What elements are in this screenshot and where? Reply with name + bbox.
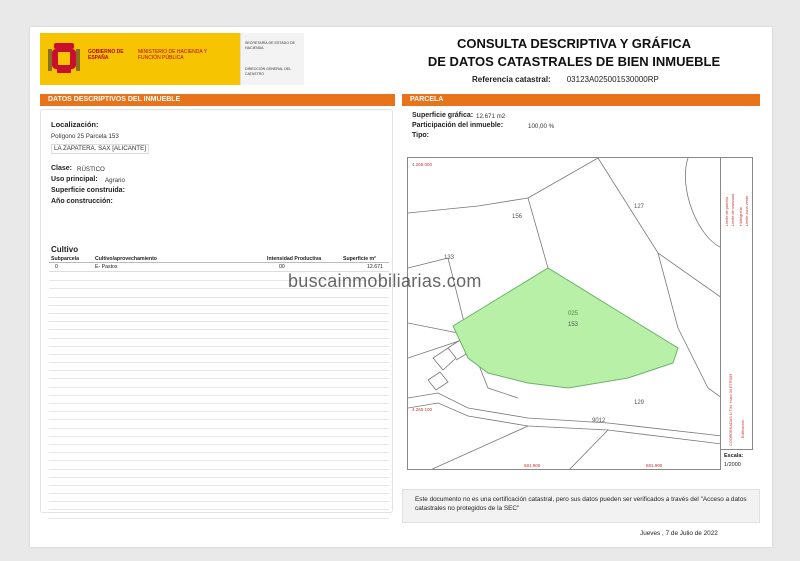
descriptive-data-panel [40, 109, 393, 513]
notice-text: Este documento no es una certificación catastral, pero sus datos pueden ser verificados a través del "Acceso a datos catastrales no protegidos de la SEC" [415, 496, 747, 512]
reference-value: 03123A025001530000RP [566, 75, 659, 84]
empty-table-rows [49, 273, 389, 519]
parcel-label-127: 127 [634, 204, 645, 210]
tipo-label: Tipo: [412, 132, 429, 139]
section-header-parcel: PARCELA [402, 94, 760, 106]
legend-text-5: COORDENADAS U.T.M. Huso 30 ETRS89 [729, 373, 733, 446]
document-title-line1: CONSULTA DESCRIPTIVA Y GRÁFICA [456, 36, 691, 51]
cultivo-header-cultivo: Cultivo/aprovechamiento [95, 256, 157, 262]
reference-label: Referencia catastral: [472, 75, 551, 84]
section-header-descriptive: DATOS DESCRIPTIVOS DEL INMUEBLE [40, 94, 395, 106]
parcel-label-025: 025 [568, 311, 579, 317]
ministry-label: MINISTERIO DE HACIENDA Y FUNCIÓN PÚBLICA [138, 49, 207, 61]
secretaria-label: SECRETARÍA DE ESTADO DE HACIENDA [245, 41, 295, 50]
reference-line [472, 75, 659, 84]
cultivo-title: Cultivo [51, 245, 79, 254]
sup-grafica-value: 12.671 m2 [476, 113, 506, 120]
parcel-label-129: 129 [634, 400, 645, 406]
scale-box [721, 449, 753, 470]
cadastral-map-drawing [408, 158, 721, 470]
document-date: Jueves , 7 de Julio de 2022 [640, 530, 718, 537]
cultivo-table-header [49, 256, 389, 263]
parcel-label-133: 133 [444, 255, 455, 261]
cultivo-cell-cultivo: E- Pastos [95, 264, 118, 270]
clase-label: Clase: [51, 165, 73, 172]
cultivo-cell-intensidad: 00 [279, 264, 285, 270]
government-logo [40, 33, 240, 85]
cadastral-map[interactable] [407, 157, 721, 470]
coord-top: 4.265.000 [412, 162, 433, 167]
government-logo-block [40, 33, 294, 85]
legend-text-4: Límite zona verde [745, 195, 749, 226]
highlighted-parcel [453, 268, 678, 388]
document-title-line2: DE DATOS CATASTRALES DE BIEN INMUEBLE [427, 54, 721, 69]
watermark-text: buscainmobiliarias.com [288, 271, 482, 291]
parcel-label-156: 156 [512, 214, 523, 220]
agency-logo [240, 33, 304, 85]
scale-label: Escala: [724, 453, 744, 459]
scale-value: 1/2000 [724, 462, 741, 468]
localizacion-label: Localización: [51, 120, 99, 129]
parcel-label-153: 153 [568, 322, 579, 328]
coord-bottom-2: 681.900 [646, 463, 663, 468]
road-label-9012: 9012 [592, 418, 606, 424]
cultivo-cell-subparcela: 0 [55, 264, 58, 270]
cultivo-header-subparcela: Subparcela [51, 256, 79, 262]
gov-label: GOBIERNO DE ESPAÑA [88, 49, 124, 61]
notice-box [402, 489, 760, 523]
spain-crest-icon [48, 41, 80, 75]
legend-text-3: Hidrografía [739, 207, 743, 226]
direccion-label: DIRECCIÓN GENERAL DEL CATASTRO [245, 67, 292, 76]
uso-value: Agrario [105, 177, 125, 184]
participacion-label: Participación del inmueble: [412, 122, 504, 129]
legend-text-1: Límite de parcela [725, 196, 729, 226]
localizacion-line1: Polígono 25 Parcela 153 [51, 133, 119, 140]
anio-label: Año construcción: [51, 198, 113, 205]
coord-bottom-1: 681.900 [524, 463, 541, 468]
localizacion-line2: LA ZAPATERA. SAX [ALICANTE] [51, 144, 149, 154]
coord-left: 4.265.100 [412, 407, 433, 412]
legend-text-2: Límite de manzana [731, 193, 735, 226]
sup-grafica-label: Superficie gráfica: [412, 112, 474, 119]
cultivo-header-superficie: Superficie m² [343, 256, 376, 262]
participacion-value: 100,00 % [528, 123, 555, 130]
cultivo-header-intensidad: Intensidad Productiva [267, 256, 322, 262]
uso-label: Uso principal: [51, 176, 98, 183]
map-legend-strip [721, 157, 753, 470]
superficie-label: Superficie construida: [51, 187, 125, 194]
legend-text-6: Edificación [741, 419, 745, 438]
cultivo-cell-superficie: 12.671 [367, 264, 383, 270]
clase-value: RÚSTICO [77, 166, 105, 173]
